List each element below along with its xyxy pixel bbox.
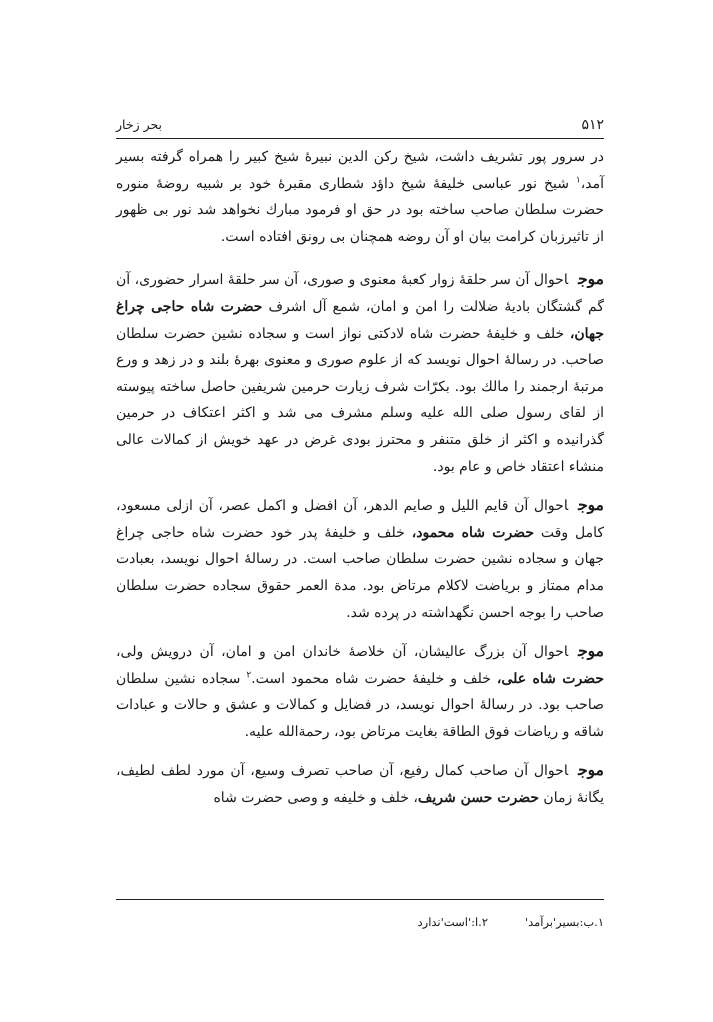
paragraph-text: احوال آن بزرگ عالیشان، آن خلاصهٔ خاندان امن و امان، آن درویش ولی، <box>116 644 569 661</box>
footnote-1: ۱.ب:بسیر'برآمد' <box>524 915 604 929</box>
main-text <box>116 144 604 824</box>
footnote-marker: ۱ <box>575 174 581 185</box>
section-term: موج <box>578 495 604 515</box>
running-title: بحر زخار <box>116 117 163 132</box>
section-term: موج <box>578 641 604 661</box>
footnotes <box>116 915 604 935</box>
paragraph-3 <box>116 492 604 626</box>
paragraph-4 <box>116 638 604 745</box>
paragraph-5 <box>116 757 604 811</box>
paragraph-text: خلف و خلیفهٔ حضرت شاه محمود است. <box>251 670 497 687</box>
paragraph-2 <box>116 266 604 480</box>
paragraph-text: سجاده نشین سلطان صاحب بود. در رسالهٔ احوال نویسد، در فضایل و کمالات و عشق و حالات و عبادات شاقه و ریاضات فوق الطاقة بغایت مرتاض بود، رحمةالله علیه. <box>116 670 604 740</box>
paragraph-text: ، خلف و خلیفه و وصی حضرت شاه <box>213 790 418 807</box>
header-rule <box>116 138 604 139</box>
paragraph-text: در سرور پور تشریف داشت، شیخ رکن الدین نبیرهٔ شیخ کبیر را همراه گرفته بسیر آمد، <box>116 149 604 192</box>
person-name: حضرت شاه حاجی چراغ جهان، <box>116 298 604 342</box>
paragraph-text: خلف و خلیفهٔ حضرت شاه لادکتی نواز است و سجاده نشین حضرت سلطان صاحب. در رسالهٔ احوال نویسد که از علوم صوری و معنوی بهرهٔ بلند و در زهد و ورع مرتبهٔ ارجمند را مالك بود. بکرّات شرف زیارت حرمین شریفین حاصل ساخته پیوسته از لقای رسول صلی الله علیه وسلم مشرف می شد و اکثر اعتکاف در حرمین گذرانیده و اکثر از خلق متنفر و محترز بودی غرض در عهد خویش از کمالات عالی منشاء اعتقاد خاص و عام بود. <box>116 325 604 475</box>
footnote-marker: ۲ <box>246 670 252 681</box>
footnote-2: ۲.ا:'است'ندارد <box>417 915 488 929</box>
paragraph-text: احوال آن سر حلقهٔ زوار کعبهٔ معنوی و صوری، آن سر حلقهٔ اسرار حضوری، آن گم گشتگان بادیهٔ ضلالت را امن و امان، شمع آل اشرف <box>116 272 604 315</box>
footnote-rule <box>116 899 604 900</box>
paragraph-text: احوال آن صاحب کمال رفیع، آن صاحب تصرف وسیع، آن مورد لطف لطیف، یگانهٔ زمان <box>116 763 604 807</box>
section-term: موج <box>578 760 604 780</box>
section-term: موج <box>578 269 604 289</box>
person-name: حضرت شاه محمود، <box>411 524 534 541</box>
paragraph-text: شیخ نور عباسی خلیفهٔ شیخ داؤد شطاری مقبرهٔ خود بر شبیه روضهٔ منوره حضرت سلطان صاحب ساخته بود در حق او فرمود مبارك نخواهد شد نور بی ظهور از تاثیرزبان کرامت بیان او آن روضه همچنان بی رونق افتاده است. <box>116 175 604 245</box>
page-number: ۵۱۲ <box>581 117 604 133</box>
person-name: حضرت حسن شریف <box>417 790 539 807</box>
paragraph-text: خلف و خلیفهٔ پدر خود حضرت شاه حاجی چراغ جهان و سجاده نشین حضرت سلطان صاحب است. در رسالهٔ احوال نویسد، بعبادت مدام ممتاز و بریاضت لاکلام مرتاض بود. مدة العمر حقوق سجاده حضرت سلطان صاحب را بوجه احسن نگهداشته در پرده شد. <box>116 524 604 621</box>
paragraph-text: احوال آن قایم اللیل و صایم الدهر، آن افضل و اکمل عصر، آن ازلی مسعود، کامل وقت <box>116 498 604 541</box>
person-name: حضرت شاه علی، <box>496 670 604 687</box>
paragraph-1 <box>116 144 604 250</box>
page-header <box>116 117 604 139</box>
